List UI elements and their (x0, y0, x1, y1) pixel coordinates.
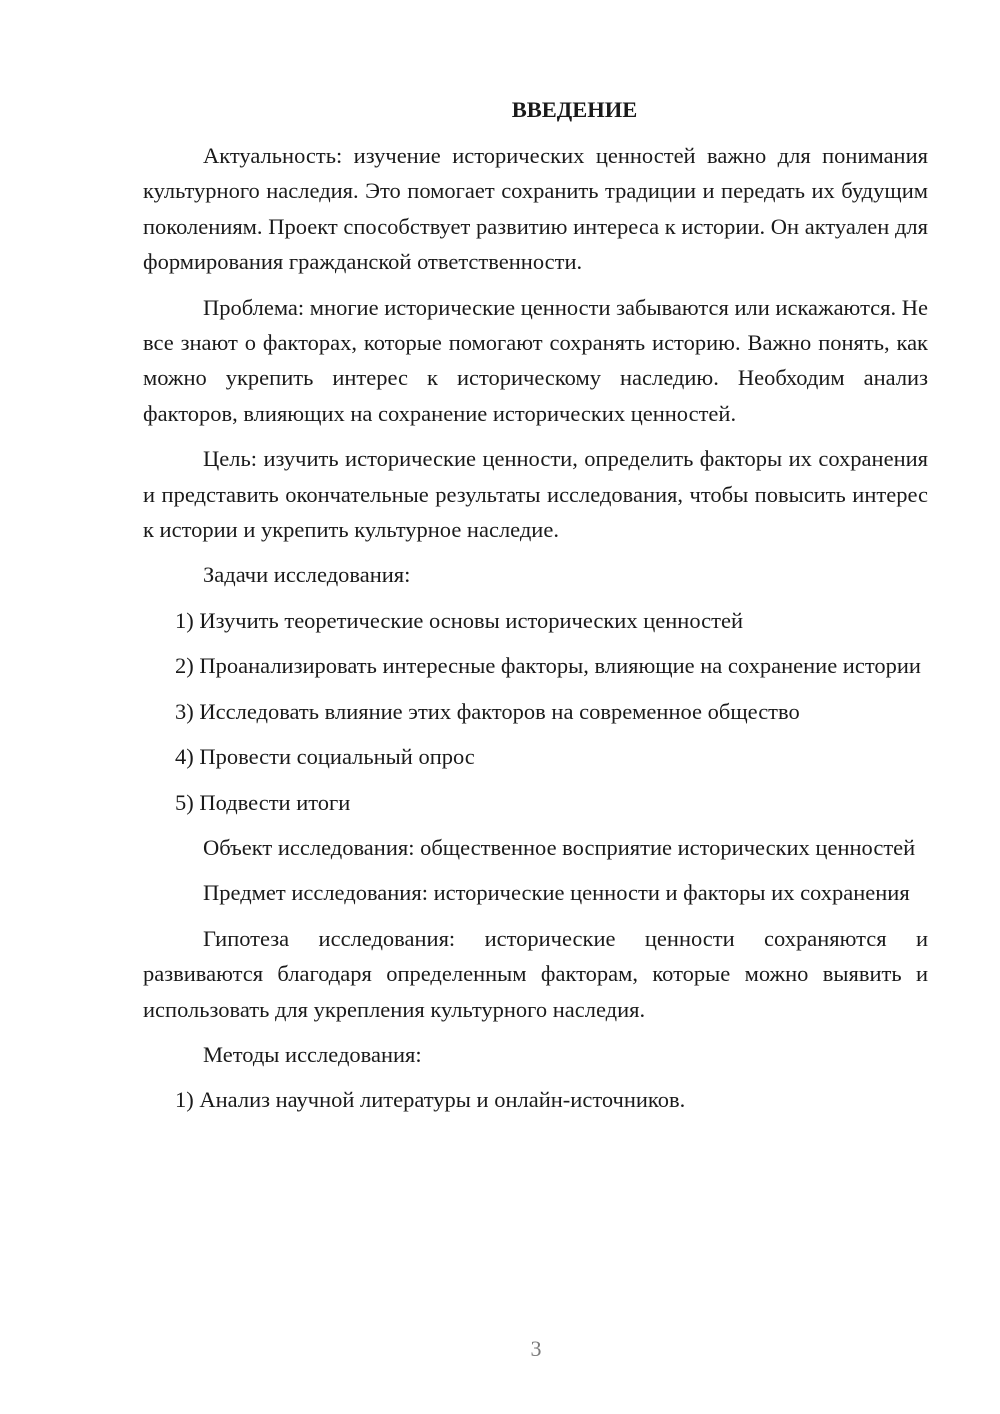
goal-paragraph: Цель: изучить исторические ценности, определить факторы их сохранения и представить окончательные результаты исследования, чтобы повысить интерес к истории и укрепить культурное наследие. (143, 446, 928, 543)
list-item: 1) Изучить теоретические основы исторических ценностей (175, 607, 743, 633)
tasks-list (143, 603, 928, 820)
subject-paragraph: Предмет исследования: исторические ценности и факторы их сохранения (203, 880, 910, 906)
tasks-title: Задачи исследования: (203, 562, 411, 588)
list-item: 4) Провести социальный опрос (175, 744, 475, 770)
list-item: 5) Подвести итоги (175, 789, 351, 815)
page-title: ВВЕДЕНИЕ (511, 97, 638, 122)
object-paragraph: Объект исследования: общественное восприятие исторических ценностей (203, 834, 916, 860)
list-item: 2) Проанализировать интересные факторы, влияющие на сохранение истории (175, 653, 921, 679)
relevance-paragraph: Актуальность: изучение исторических ценностей важно для понимания культурного наследия. Это помогает сохранить традиции и передать их будущим поколениям. Проект способствует развитию интереса к истории. Он актуален для формирования гражданской ответственности. (143, 143, 928, 275)
list-item: 1) Анализ научной литературы и онлайн-источников. (175, 1087, 686, 1113)
methods-title: Методы исследования: (203, 1041, 422, 1067)
list-item: 3) Исследовать влияние этих факторов на современное общество (175, 698, 800, 724)
problem-paragraph: Проблема: многие исторические ценности забываются или искажаются. Не все знают о факторах, которые помогают сохранять историю. Важно понять, как можно укрепить интерес к историческому наследию. Необходим анализ факторов, влияющих на сохранение исторических ценностей. (143, 294, 928, 426)
page-body (143, 92, 928, 1128)
methods-list (143, 1082, 928, 1117)
hypothesis-paragraph: Гипотеза исследования: исторические ценности сохраняются и развиваются благодаря определенным факторам, которые можно выявить и использовать для укрепления культурного наследия. (143, 925, 928, 1022)
page-number: 3 (530, 1336, 542, 1361)
